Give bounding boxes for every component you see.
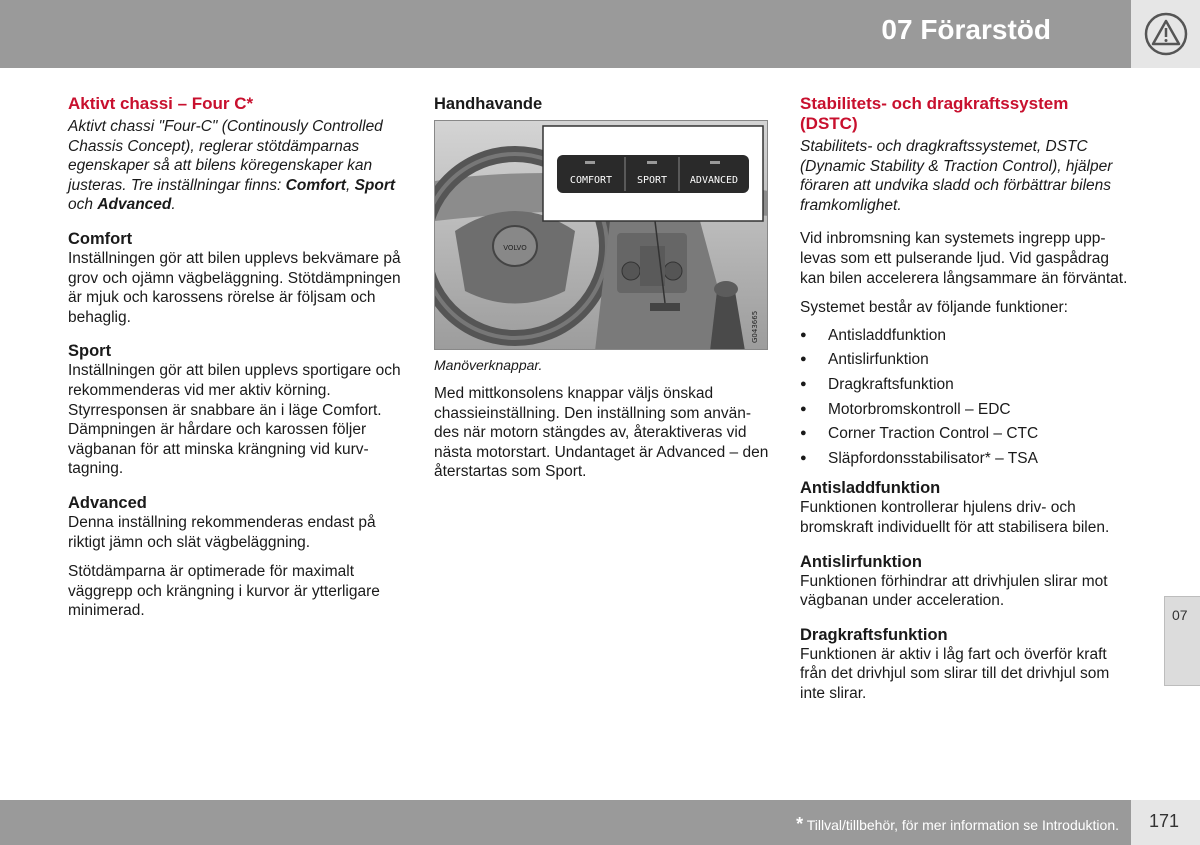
comfort-button-label: COMFORT bbox=[569, 175, 613, 186]
list-item: ● Corner Traction Control – CTC bbox=[800, 424, 1130, 444]
figure-caption: Manöverknappar. bbox=[434, 357, 543, 373]
page-header bbox=[0, 0, 1131, 68]
warning-triangle-icon bbox=[1144, 12, 1188, 56]
list-item: ● Släpfordonsstabilisator* – TSA bbox=[800, 449, 1130, 469]
section-title-handhavande: Handhavande bbox=[434, 95, 543, 113]
advanced-button-label: ADVANCED bbox=[689, 175, 739, 186]
intro-text: Aktivt chassi "Four-C" (Continously Controlled Chassis Concept), reglerar stötdämparnas egenskaper så att bilens köregenskaper kan justeras. Tre inställningar finns: bbox=[68, 118, 383, 194]
header-icon-box bbox=[1131, 0, 1200, 68]
comfort-text: Inställningen gör att bilen upplevs bekvämare på grov och ojämn vägbeläggning. Stötdämpningen är mjuk och karossens rörelse är följsam och behaglig. bbox=[68, 249, 401, 326]
dashboard-illustration bbox=[434, 120, 768, 350]
list-item: ● Motorbromskontroll – EDC bbox=[800, 400, 1130, 420]
footnote-star: * bbox=[796, 814, 804, 834]
intro-paragraph bbox=[68, 117, 403, 215]
intro-comfort: Comfort bbox=[285, 176, 346, 194]
list-item: ● Antislirfunktion bbox=[800, 350, 1130, 370]
antislir-text: Funktionen förhindrar att drivhjulen slirar mot vägbanan under acceleration. bbox=[800, 572, 1108, 610]
dstc-paragraph-1: Vid inbromsning kan systemets ingrepp upplevas som ett pulserande ljud. Vid gaspådrag kan bilen accelerera långsammare än förväntat. bbox=[800, 230, 1128, 287]
footnote bbox=[796, 814, 1119, 835]
svg-text:VOLVO: VOLVO bbox=[503, 244, 527, 252]
chapter-title: 07 Förarstöd bbox=[881, 14, 1051, 45]
advanced-text-1: Denna inställning rekommenderas endast på riktigt jämn och slät vägbeläggning. bbox=[68, 513, 376, 551]
column-four-c bbox=[68, 94, 403, 621]
page-number-box bbox=[1131, 800, 1200, 845]
intro-sep: och bbox=[68, 196, 98, 214]
dragkraft-heading: Dragkraftsfunktion bbox=[800, 625, 948, 644]
advanced-text-2: Stötdämparna är optimerade för maximalt väggrepp och krängning i kurvor är ytterligare minimerad. bbox=[68, 563, 380, 620]
sport-button-label: SPORT bbox=[636, 175, 668, 186]
intro-end: . bbox=[171, 196, 176, 214]
comfort-heading: Comfort bbox=[68, 229, 133, 248]
antisladd-text: Funktionen kontrollerar hjulens driv- och bromskraft individuellt för att stabilisera bilen. bbox=[800, 499, 1110, 536]
figure-code: G043665 bbox=[751, 310, 759, 343]
sport-text: Inställningen gör att bilen upplevs sportigare och rekommenderas vid mer aktiv körning. Styrresponsen är snabbare än i läge Comfort. Dämpningen är hårdare och karossen följer vägbanan för att minska krängning vid kurvtagning. bbox=[68, 362, 401, 478]
section-title-dstc: Stabilitets- och dragkraftssystem (DSTC) bbox=[800, 94, 1069, 133]
sport-heading: Sport bbox=[68, 342, 112, 361]
intro-advanced: Advanced bbox=[97, 196, 172, 214]
list-item: ● Dragkraftsfunktion bbox=[800, 375, 1130, 395]
dstc-intro: Stabilitets- och dragkraftssystemet, DSTC (Dynamic Stability & Traction Control), hjälper föraren att undvika sladd och förbättrar bilens framkomlighet. bbox=[800, 138, 1113, 214]
dragkraft-text: Funktionen är aktiv i låg fart och överför kraft från det drivhjul som slirar till det drivhjul som inte slirar. bbox=[800, 645, 1110, 702]
side-tab-label: 07 bbox=[1172, 607, 1188, 623]
section-title-four-c: Aktivt chassi – Four C* bbox=[68, 94, 254, 113]
function-list bbox=[800, 326, 1130, 469]
page-footer bbox=[0, 800, 1131, 845]
antislir-heading: Antislirfunktion bbox=[800, 552, 922, 571]
dstc-paragraph-2: Systemet består av följande funktioner: bbox=[800, 299, 1068, 317]
column-dstc bbox=[800, 94, 1130, 703]
footnote-text: Tillval/tillbehör, för mer information se Introduktion. bbox=[803, 817, 1119, 833]
dashboard-drawing bbox=[435, 121, 768, 350]
handhavande-text: Med mittkonsolens knappar väljs önskad chassieinställning. Den inställning som användes när motorn stängdes av, återaktiveras vid nästa motorstart. Undantaget är Advanced – den återstartas som Sport. bbox=[434, 385, 769, 481]
page-number: 171 bbox=[1149, 811, 1180, 831]
chapter-side-tab bbox=[1164, 596, 1200, 686]
advanced-heading: Advanced bbox=[68, 493, 147, 512]
column-handhavande bbox=[434, 94, 769, 482]
list-item: ● Antisladdfunktion bbox=[800, 326, 1130, 346]
antisladd-heading: Antisladdfunktion bbox=[800, 479, 941, 498]
intro-sport: Sport bbox=[354, 176, 396, 194]
intro-sep: , bbox=[345, 176, 355, 194]
